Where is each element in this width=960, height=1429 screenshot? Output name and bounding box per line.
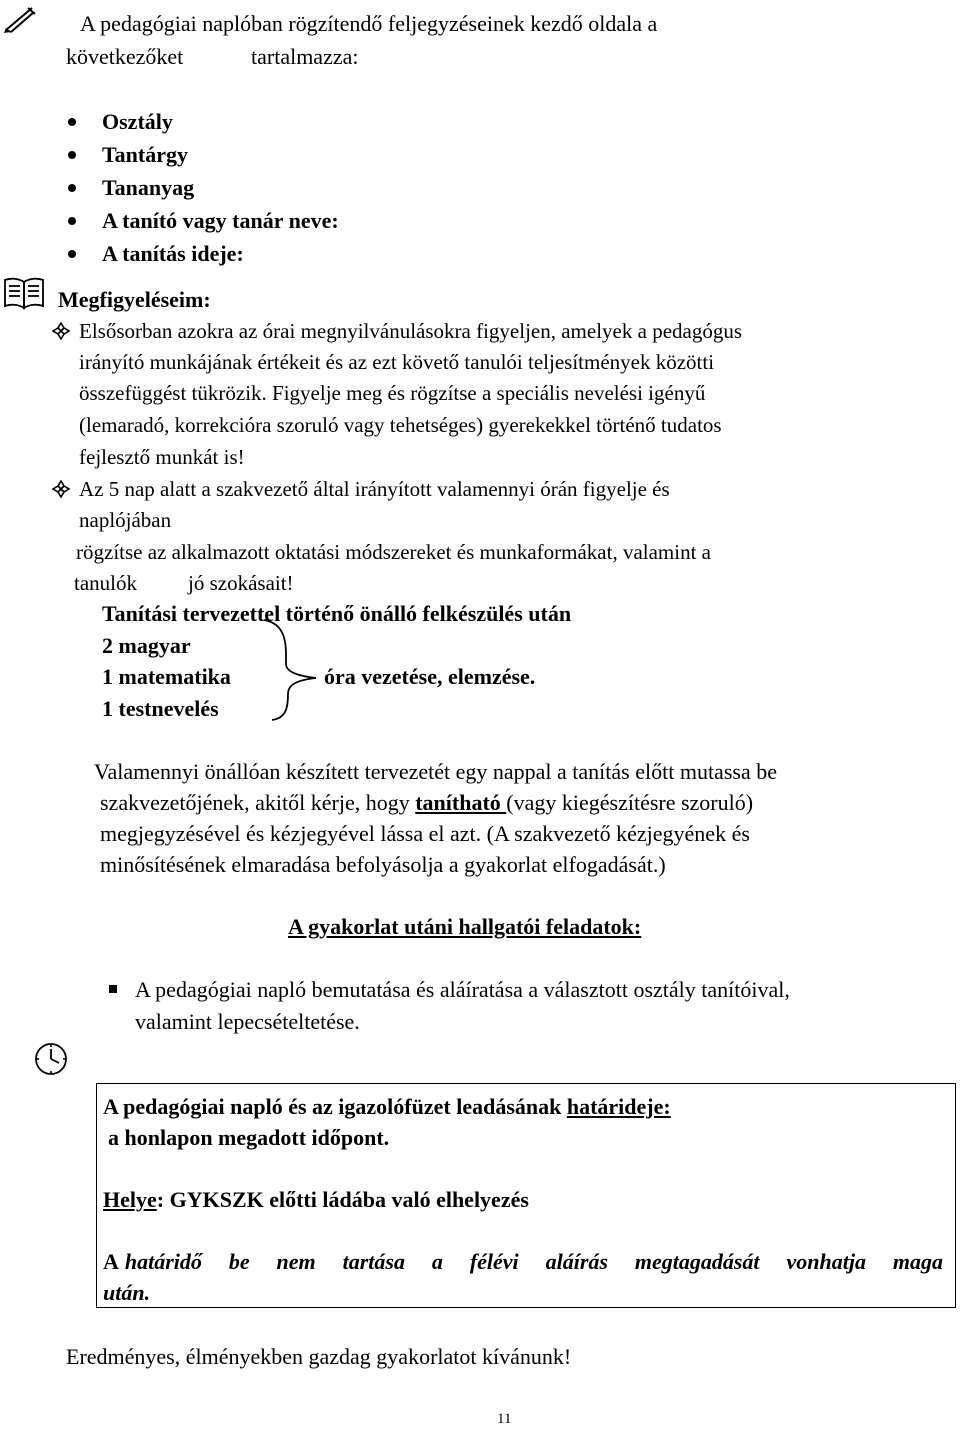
header-item: A tanító vagy tanár neve: <box>102 208 339 233</box>
place-label: Helye <box>103 1187 157 1212</box>
header-item: Tantárgy <box>102 142 188 167</box>
warning-line-1 <box>103 1246 943 1277</box>
review-emphasis: tanítható <box>415 790 507 815</box>
warning-line-2: után. <box>103 1280 151 1305</box>
observation-1-line: (lemaradó, korrekcióra szoruló vagy tehetséges) gyerekekkel történő tudatos <box>79 413 722 437</box>
clock-icon <box>32 1040 70 1078</box>
pencil-icon <box>2 4 38 34</box>
review-line-2a: szakvezetőjének, akitől kérje, hogy <box>100 790 416 815</box>
header-item: Osztály <box>102 109 173 134</box>
observation-1-line: irányító munkájának értékeit és az ezt követő tanulói teljesítmények közötti <box>79 350 715 374</box>
deadline-line-1a: A pedagógiai napló és az igazolófüzet leadásának <box>103 1094 567 1119</box>
bullet-dot-icon <box>68 184 76 192</box>
observation-2-line: naplójában <box>79 508 172 532</box>
planning-lesson: 1 matematika <box>102 664 231 689</box>
observation-2-last-a: tanulók <box>74 571 137 595</box>
after-heading: A gyakorlat utáni hallgatói feladatok: <box>288 914 642 939</box>
deadline-line-1 <box>103 1091 671 1122</box>
curly-brace <box>258 618 320 722</box>
observation-2-last-b: jó szokásait! <box>188 571 294 595</box>
square-bullet-icon <box>109 985 117 993</box>
bullet-dot-icon <box>68 151 76 159</box>
warning-a: A <box>103 1249 119 1274</box>
deadline-label: határideje: <box>566 1094 671 1119</box>
observation-2-line: rögzítse az alkalmazott oktatási módszereket és munkaformákat, valamint a <box>76 540 712 564</box>
observation-1-line: Elsősorban azokra az órai megnyilvánulásokra figyeljen, amelyek a pedagógus <box>79 319 743 343</box>
review-line-4: minősítésének elmaradása befolyásolja a gyakorlat elfogadását.) <box>100 852 666 877</box>
place-line <box>103 1184 529 1215</box>
bullet-dot-icon <box>68 118 76 126</box>
observation-1-line: fejlesztő munkát is! <box>79 445 245 469</box>
intro-line-2a: következőket <box>66 44 184 69</box>
diamond-bullet-icon <box>52 322 70 340</box>
planning-title: Tanítási tervezettel történő önálló felkészülés után <box>102 601 572 626</box>
planning-lesson: 1 testnevelés <box>102 696 219 721</box>
observation-2-line: Az 5 nap alatt a szakvezető által irányított valamennyi órán figyelje és <box>79 477 670 501</box>
page-number: 11 <box>497 1411 512 1427</box>
bullet-dot-icon <box>68 250 76 258</box>
place-text: : GYKSZK előtti ládába való elhelyezés <box>156 1187 529 1212</box>
warning-text: határidő be nem tartása a félévi aláírás megtagadását vonhatja maga <box>124 1249 943 1274</box>
planning-brace-text: óra vezetése, elemzése. <box>324 664 536 689</box>
observations-heading: Megfigyeléseim: <box>58 287 211 312</box>
intro-line-1: A pedagógiai naplóban rögzítendő feljegyzéseinek kezdő oldala a <box>80 11 658 36</box>
header-item: A tanítás ideje: <box>102 241 244 266</box>
diamond-bullet-icon <box>52 480 70 498</box>
after-task-line-2: valamint lepecsételtetése. <box>135 1009 360 1034</box>
deadline-line-2: a honlapon megadott időpont. <box>108 1125 390 1150</box>
planning-lesson: 2 magyar <box>102 633 191 658</box>
review-line-2 <box>100 787 753 818</box>
book-icon <box>2 276 46 312</box>
review-line-3: megjegyzésével és kézjegyével lássa el azt. (A szakvezető kézjegyének és <box>100 821 750 846</box>
after-task-line-1: A pedagógiai napló bemutatása és aláíratása a választott osztály tanítóival, <box>135 977 790 1002</box>
closing-text: Eredményes, élményekben gazdag gyakorlatot kívánunk! <box>66 1344 572 1369</box>
review-line-1: Valamennyi önállóan készített tervezetét egy nappal a tanítás előtt mutassa be <box>94 759 777 784</box>
review-line-2b: (vagy kiegészítésre szoruló) <box>506 790 754 815</box>
observation-1-line: összefüggést tükrözik. Figyelje meg és rögzítse a speciális nevelési igényű <box>79 381 706 405</box>
bullet-dot-icon <box>68 217 76 225</box>
header-item: Tananyag <box>102 175 195 200</box>
intro-line-2b: tartalmazza: <box>251 44 359 69</box>
